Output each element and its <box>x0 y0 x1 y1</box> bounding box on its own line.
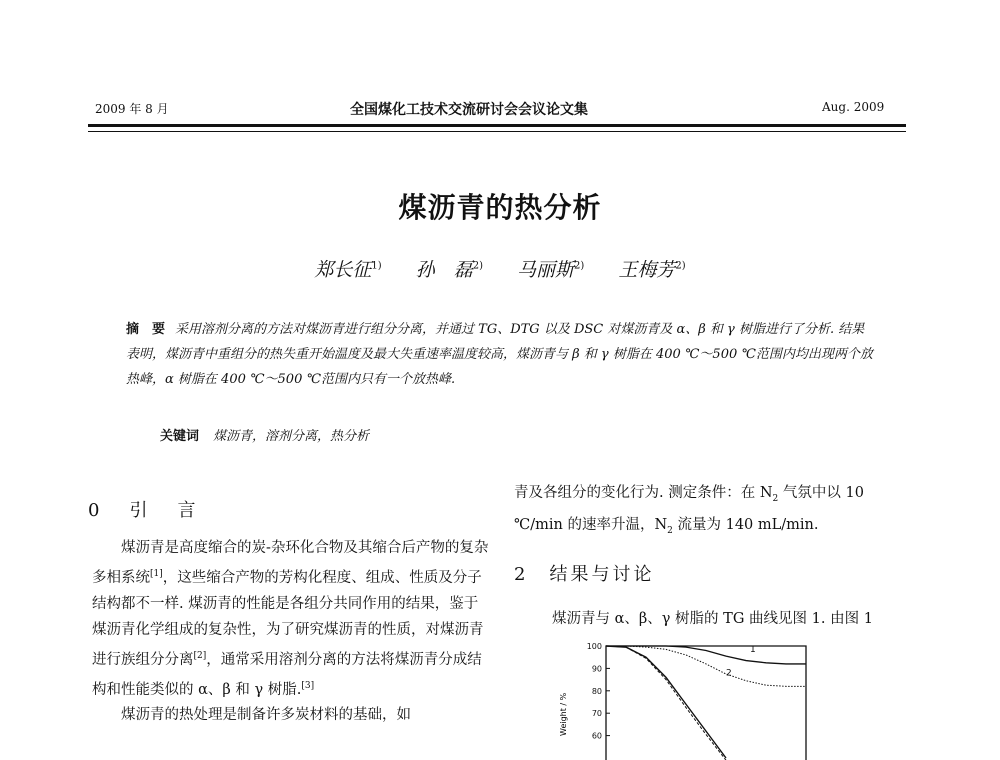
header-date-cn: 2009 年 8 月 <box>95 102 169 116</box>
keywords-text: 煤沥青，溶剂分离，热分析 <box>213 429 370 444</box>
intro-body <box>92 535 492 728</box>
y-tick-label: 80 <box>591 686 602 696</box>
series-label-1: 1 <box>750 645 756 656</box>
intro-paragraph-2: 煤沥青的热处理是制备许多炭材料的基础，如 <box>121 707 411 724</box>
section-heading-intro: 0 引 言 <box>88 500 202 521</box>
results-paragraph: 煤沥青与 α、β、γ 树脂的 TG 曲线见图 1. 由图 1 <box>552 611 873 627</box>
abstract <box>126 317 876 392</box>
paper-title: 煤沥青的热分析 <box>398 191 602 224</box>
y-tick-label: 90 <box>591 664 602 674</box>
author: 马丽斯$^{2)}$ <box>517 259 585 281</box>
keywords <box>160 425 369 444</box>
header-rule-thick <box>88 124 906 127</box>
series-line-4 <box>606 646 726 760</box>
y-tick-label: 60 <box>591 731 602 741</box>
series-line-3 <box>606 646 726 758</box>
author: 孙 磊$^{2)}$ <box>415 259 483 281</box>
tg-chart <box>556 636 816 760</box>
author: 郑长征$^{1)}$ <box>314 259 382 281</box>
y-axis-label: Weight / % <box>559 692 568 736</box>
author: 王梅芳$^{2)}$ <box>618 259 686 281</box>
author-list <box>0 255 1000 282</box>
abstract-label: 摘 要 <box>126 322 166 337</box>
method-continuation: 青及各组分的变化行为. 测定条件：在 $N_2$ 气氛中以 10 ℃/min 的速率升温，$N_2$ 流量为 140 mL/min. <box>514 485 864 536</box>
series-line-1 <box>606 646 806 664</box>
intro-paragraph-1: 煤沥青是高度缩合的炭-杂环化合物及其缩合后产物的复杂多相系统[1]，这些缩合产物的芳构化程度、组成、性质及分子结构都不一样. 煤沥青的性能是各组分共同作用的结果，鉴于煤沥青化学组成的复杂性，为了研究煤沥青的性质，对煤沥青进行族组分分离[2]，通常采用溶剂分离的方法将煤沥青分成结构和性能类似的 α、β 和 γ 树脂.[3] <box>92 540 489 698</box>
y-tick-label: 70 <box>591 709 602 719</box>
header-rule-thin <box>88 131 906 132</box>
section-heading-results: 2 结果与讨论 <box>514 564 655 585</box>
header-journal-title: 全国煤化工技术交流研讨会会议论文集 <box>350 102 588 118</box>
series-label-2: 2 <box>726 668 732 679</box>
keywords-label: 关键词 <box>160 429 200 444</box>
header-date-en: Aug. 2009 <box>822 100 885 114</box>
y-tick-label: 100 <box>586 642 602 651</box>
abstract-text: 采用溶剂分离的方法对煤沥青进行组分分离，并通过 TG、DTG 以及 DSC 对煤沥青及 α、β 和 γ 树脂进行了分析. 结果表明，煤沥青中重组分的热失重开始温度及最大失重速率温度较高，煤沥青与 β 和 γ 树脂在 400 ℃～500 ℃范围内均出现两个放热峰，α 树脂在 400 ℃～500 ℃范围内只有一个放热峰. <box>126 322 873 387</box>
